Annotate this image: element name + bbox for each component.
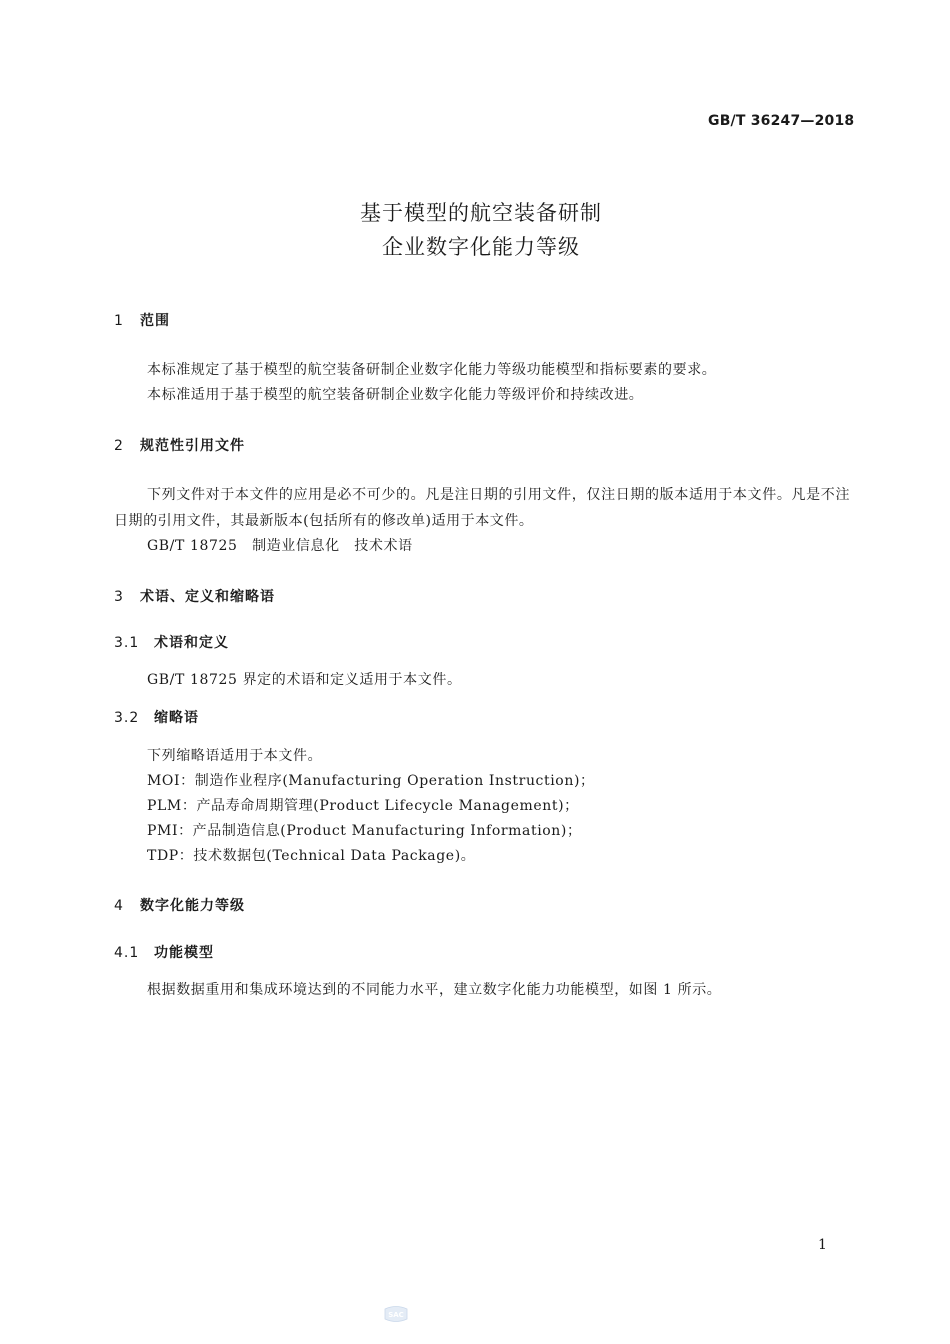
section-number: 2 bbox=[114, 438, 124, 454]
section-3-1-paragraph: GB/T 18725 界定的术语和定义适用于本文件。 bbox=[147, 672, 462, 688]
section-number: 4 bbox=[114, 898, 124, 914]
section-title: 规范性引用文件 bbox=[140, 438, 245, 454]
subsection-number: 3.2 bbox=[114, 710, 140, 726]
document-title-line-1: 基于模型的航空装备研制 bbox=[360, 201, 602, 225]
standard-number: GB/T 36247—2018 bbox=[708, 113, 855, 129]
section-4-1-paragraph: 根据数据重用和集成环境达到的不同能力水平，建立数字化能力功能模型，如图 1 所示。 bbox=[147, 982, 722, 998]
subsection-title: 缩略语 bbox=[154, 710, 199, 726]
section-2-paragraph: 下列文件对于本文件的应用是必不可少的。凡是注日期的引用文件，仅注日期的版本适用于本文件。凡是不注日期的引用文件，其最新版本(包括所有的修改单)适用于本文件。 bbox=[114, 487, 850, 529]
subsection-title: 功能模型 bbox=[154, 945, 214, 961]
section-1-paragraph-2: 本标准适用于基于模型的航空装备研制企业数字化能力等级评价和持续改进。 bbox=[147, 387, 644, 403]
sac-logo-icon bbox=[382, 1303, 410, 1325]
section-number: 3 bbox=[114, 589, 124, 605]
section-title: 术语、定义和缩略语 bbox=[140, 589, 275, 605]
section-4-heading bbox=[114, 895, 245, 915]
section-3-heading bbox=[114, 586, 275, 606]
abbreviation-item: PMI：产品制造信息(Product Manufacturing Information)； bbox=[147, 823, 582, 839]
section-2-heading bbox=[114, 435, 245, 455]
section-3-2-heading bbox=[114, 707, 199, 727]
page-number: 1 bbox=[818, 1237, 827, 1253]
subsection-title: 术语和定义 bbox=[154, 635, 229, 651]
section-3-1-heading bbox=[114, 632, 229, 652]
section-1-paragraph-1: 本标准规定了基于模型的航空装备研制企业数字化能力等级功能模型和指标要素的要求。 bbox=[147, 362, 717, 378]
subsection-number: 3.1 bbox=[114, 635, 140, 651]
section-title: 范围 bbox=[140, 313, 170, 329]
abbreviation-item: PLM：产品寿命周期管理(Product Lifecycle Management)； bbox=[147, 798, 579, 814]
subsection-number: 4.1 bbox=[114, 945, 140, 961]
section-4-1-heading bbox=[114, 942, 214, 962]
section-title: 数字化能力等级 bbox=[140, 898, 245, 914]
document-title-line-2: 企业数字化能力等级 bbox=[382, 235, 580, 259]
abbreviation-item: TDP：技术数据包(Technical Data Package)。 bbox=[147, 848, 476, 864]
sac-logo-text: SAC bbox=[388, 1311, 404, 1319]
section-number: 1 bbox=[114, 313, 124, 329]
abbreviation-item: MOI：制造作业程序(Manufacturing Operation Instruction)； bbox=[147, 773, 595, 789]
section-1-heading bbox=[114, 310, 170, 330]
abbreviations-intro: 下列缩略语适用于本文件。 bbox=[147, 748, 323, 764]
normative-reference: GB/T 18725 制造业信息化 技术术语 bbox=[147, 538, 413, 554]
